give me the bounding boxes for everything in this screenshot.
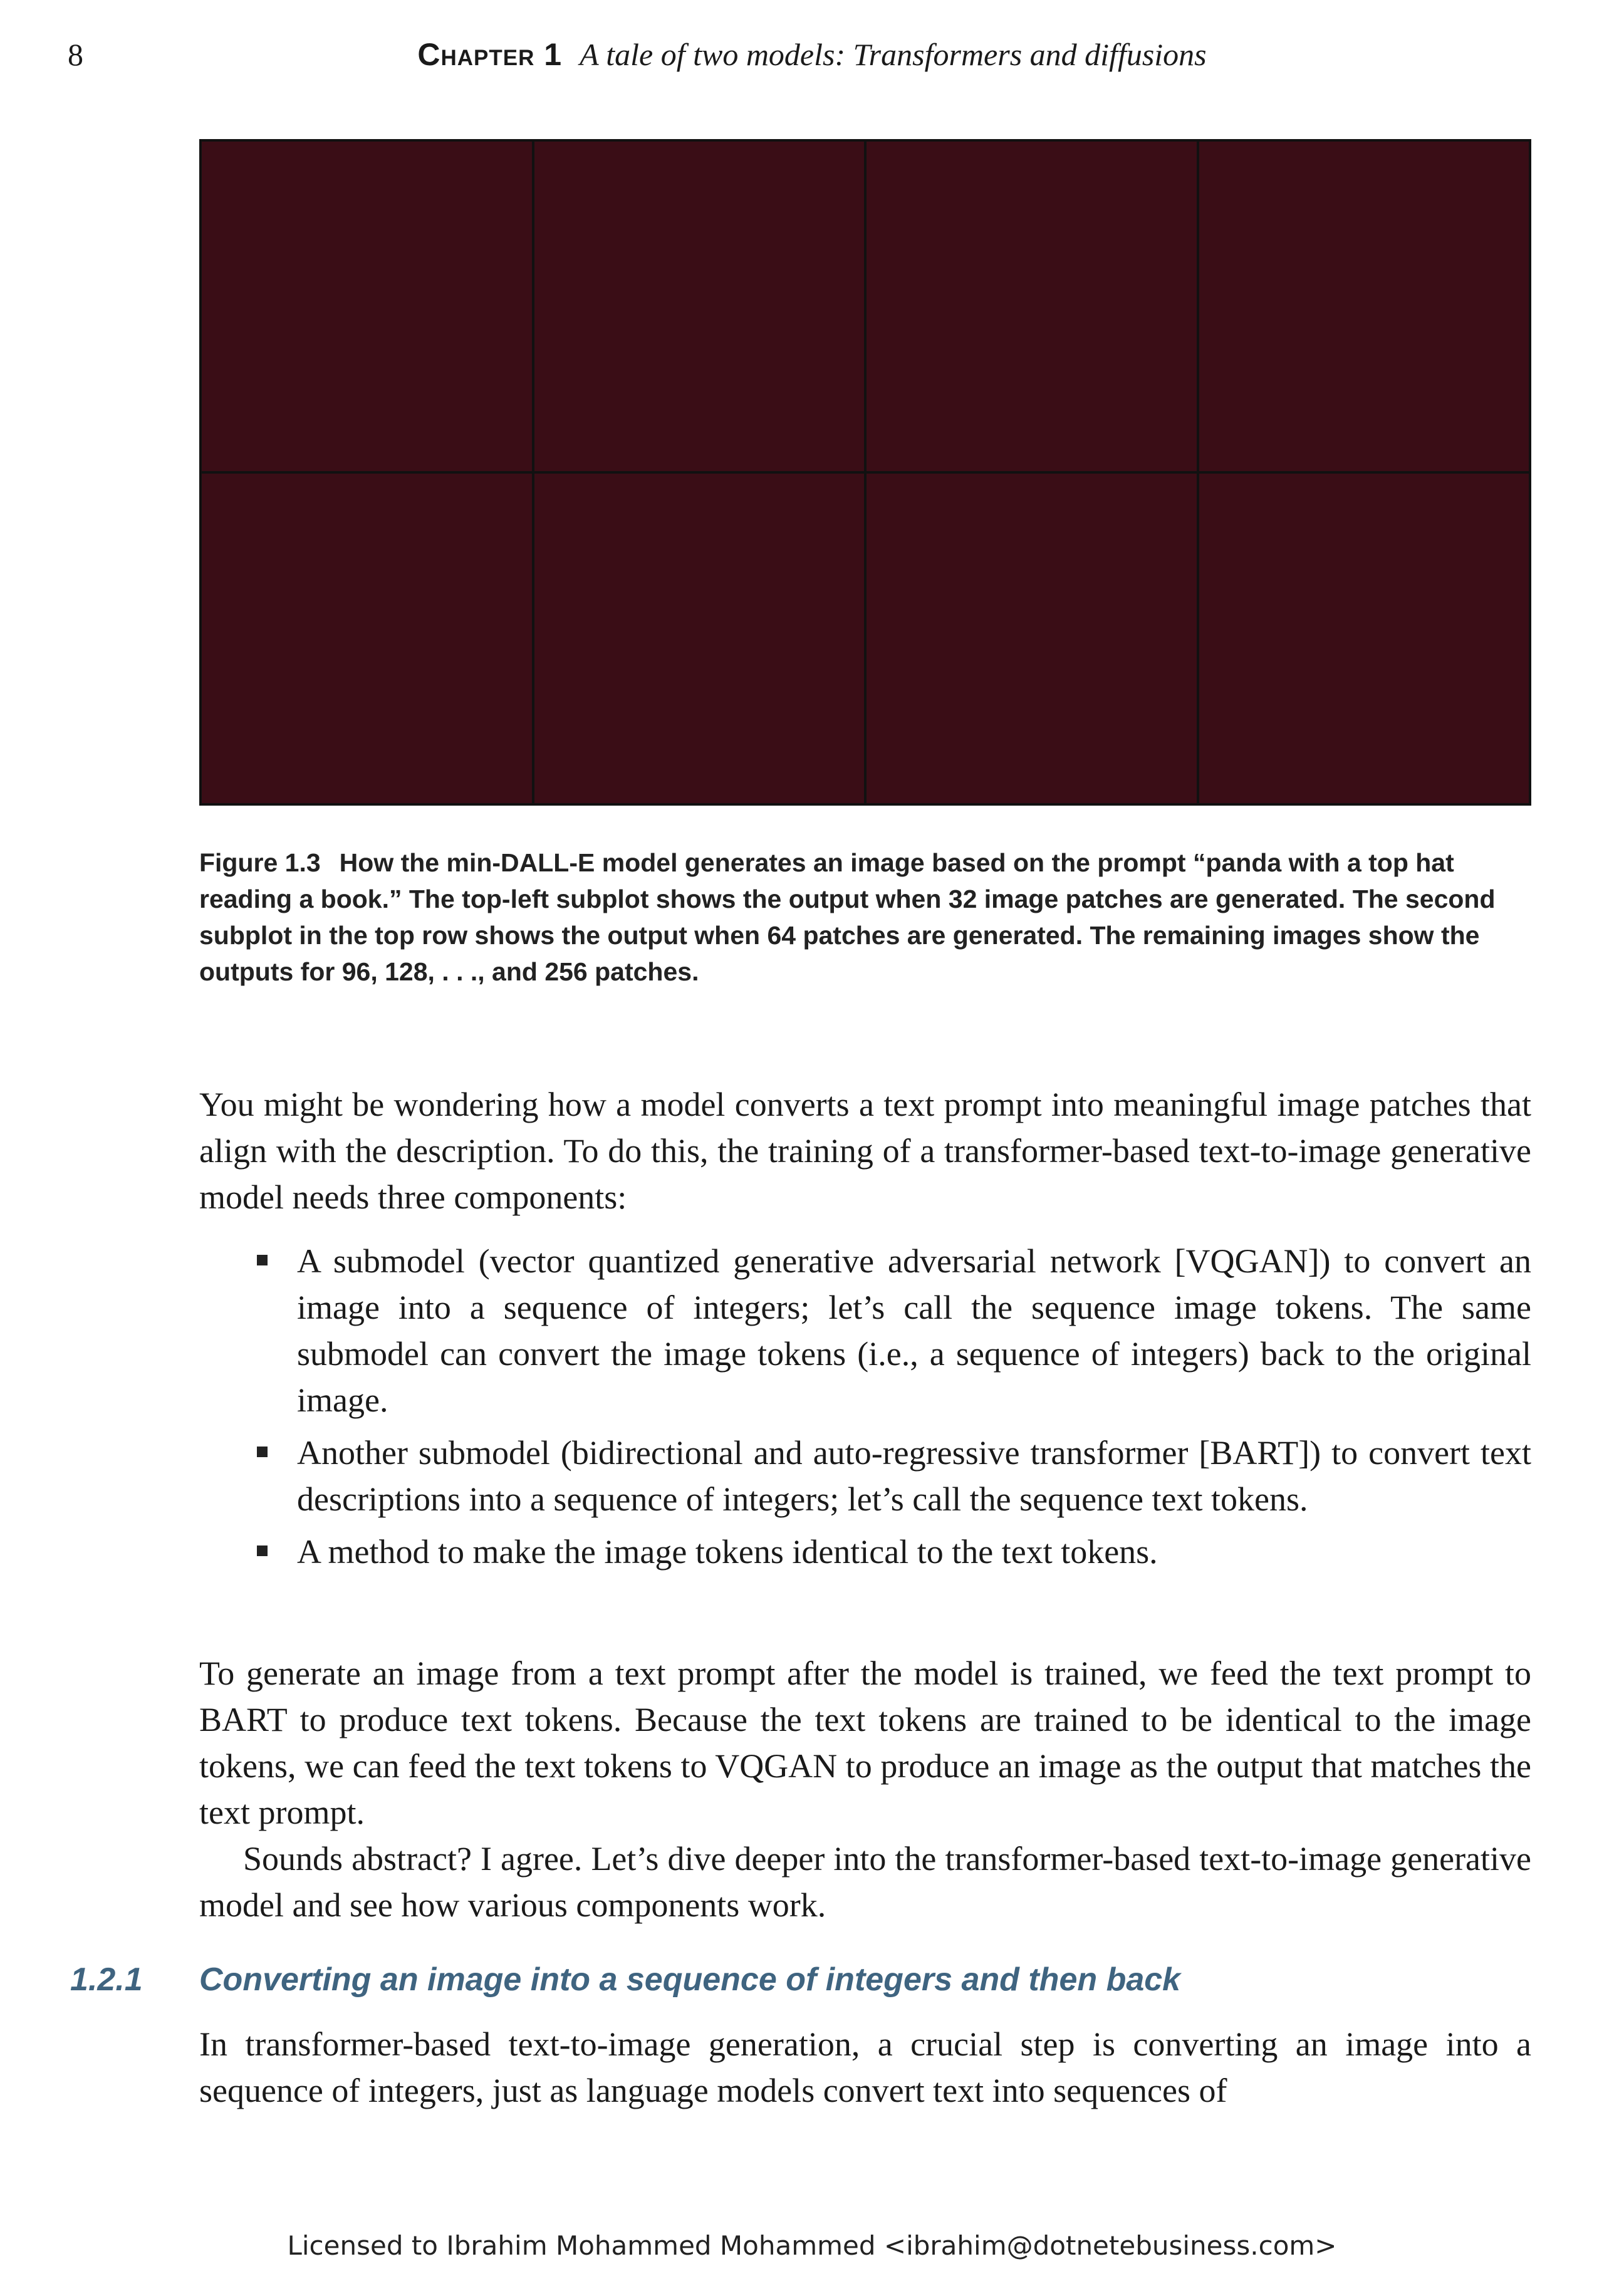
figure-panel bbox=[202, 474, 532, 803]
figure-grid bbox=[199, 139, 1531, 806]
figure-caption bbox=[199, 844, 1540, 990]
component-list bbox=[257, 1238, 1531, 1581]
figure-panel bbox=[1199, 142, 1529, 471]
panel-image bbox=[202, 474, 532, 803]
panel-image bbox=[1199, 474, 1529, 803]
section-number: 1.2.1 bbox=[70, 1961, 143, 1998]
list-item bbox=[257, 1238, 1531, 1423]
paragraph-intro: You might be wondering how a model converts a text prompt into meaningful image patches that align with the description. To do this, the training of a transformer-based text-to-image generative model needs three components: bbox=[199, 1086, 1531, 1216]
chapter-label: Chapter 1 bbox=[417, 37, 563, 72]
paragraph-abstract: Sounds abstract? I agree. Let’s dive deeper into the transformer-based text-to-image generative model and see how various components work. bbox=[199, 1840, 1531, 1924]
list-item bbox=[257, 1430, 1531, 1522]
figure-panel bbox=[534, 474, 865, 803]
ground bbox=[1199, 142, 1529, 471]
page-number: 8 bbox=[68, 37, 83, 72]
ground bbox=[1199, 474, 1529, 803]
figure-label: Figure 1.3 bbox=[199, 848, 321, 877]
list-item-text: A method to make the image tokens identical to the text tokens. bbox=[297, 1533, 1158, 1571]
panel-image bbox=[867, 474, 1197, 803]
panel-image bbox=[534, 142, 865, 471]
ground bbox=[202, 474, 532, 803]
chapter-title: A tale of two models: Transformers and diffusions bbox=[580, 37, 1207, 72]
paragraph-section: In transformer-based text-to-image generation, a crucial step is converting an image into a sequence of integers, just as language models convert text into sequences of bbox=[199, 2025, 1531, 2109]
figure-panel bbox=[202, 142, 532, 471]
list-item bbox=[257, 1529, 1531, 1575]
list-item-text: A submodel (vector quantized generative adversarial network [VQGAN]) to convert an image into a sequence of integers; let’s call the sequence image tokens. The same submodel can convert the image tokens (i.e., a sequence of integers) back to the original image. bbox=[297, 1242, 1531, 1419]
bullet-icon bbox=[257, 1255, 268, 1265]
ground bbox=[202, 142, 532, 471]
panel-image bbox=[1199, 142, 1529, 471]
running-head bbox=[0, 36, 1624, 73]
ground bbox=[534, 474, 865, 803]
bullet-icon bbox=[257, 1447, 268, 1457]
panel-image bbox=[867, 142, 1197, 471]
figure-caption-text: How the min-DALL-E model generates an image based on the prompt “panda with a top hat reading a book.” The top-left subplot shows the output when 32 image patches are generated. The second subplot in the top row shows the output when 64 patches are generated. The remaining images show the outputs for 96, 128, . . ., and 256 patches. bbox=[199, 848, 1496, 986]
panel-image bbox=[202, 142, 532, 471]
figure-panel bbox=[534, 142, 865, 471]
figure-panel bbox=[1199, 474, 1529, 803]
section-title: Converting an image into a sequence of integers and then back bbox=[199, 1961, 1181, 1998]
bullet-icon bbox=[257, 1545, 268, 1556]
list-item-text: Another submodel (bidirectional and auto-regressive transformer [BART]) to convert text descriptions into a sequence of integers; let’s call the sequence text tokens. bbox=[297, 1434, 1531, 1518]
ground bbox=[867, 142, 1197, 471]
ground bbox=[534, 142, 865, 471]
paragraph-generation: To generate an image from a text prompt after the model is trained, we feed the text prompt to BART to produce text tokens. Because the text tokens are trained to be identical to the image tokens, we can feed the text tokens to VQGAN to produce an image as the output that matches the text prompt. bbox=[199, 1654, 1531, 1831]
panel-image bbox=[534, 474, 865, 803]
figure-panel bbox=[867, 474, 1197, 803]
figure-panel bbox=[867, 142, 1197, 471]
license-footer: Licensed to Ibrahim Mohammed Mohammed <ibrahim@dotnetebusiness.com> bbox=[287, 2230, 1337, 2261]
ground bbox=[867, 474, 1197, 803]
